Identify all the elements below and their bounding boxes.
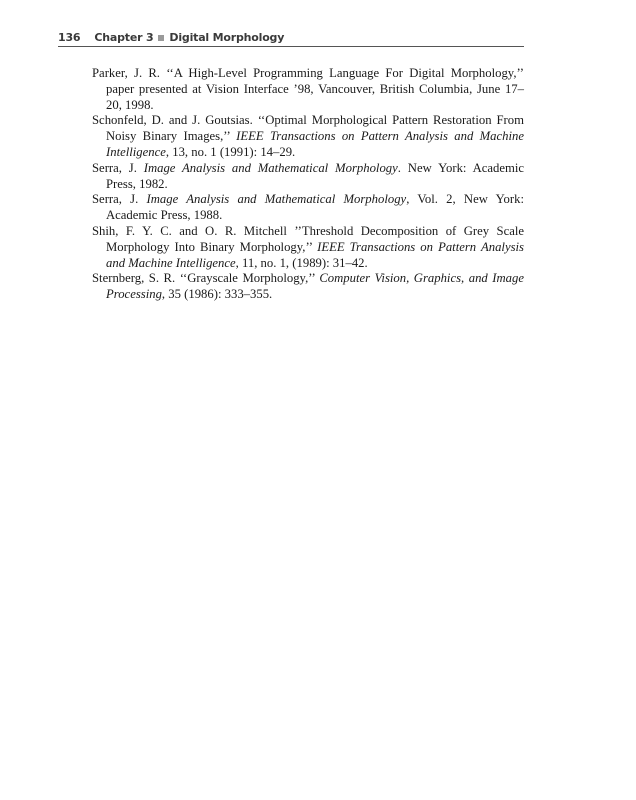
reference-item: Parker, J. R. ‘‘A High-Level Programming Language For Digital Morphology,’’ paper presented at Vision Interface ’98, Vancouver, British Columbia, June 17–20, 1998. [92,66,524,112]
reference-item: Serra, J. Image Analysis and Mathematical Morphology, Vol. 2, New York: Academic Press, 1988. [92,192,524,223]
running-header [58,31,524,45]
page-number: 136 [58,31,81,44]
reference-item: Serra, J. Image Analysis and Mathematical Morphology. New York: Academic Press, 1982. [92,160,524,191]
reference-list [92,66,524,303]
reference-item: Shih, F. Y. C. and O. R. Mitchell ’’Threshold Decomposition of Grey Scale Morphology Into Binary Morphology,’’ IEEE Transactions on Pattern Analysis and Machine Intelligence, 11, no. 1, (1989): 31–42. [92,223,524,270]
chapter-label: Chapter 3 [94,31,154,44]
chapter-title: Digital Morphology [169,31,285,44]
header-rule [58,46,524,47]
separator-square-icon [158,35,164,41]
reference-item: Sternberg, S. R. ‘‘Grayscale Morphology,’’ Computer Vision, Graphics, and Image Processing, 35 (1986): 333–355. [92,271,524,302]
reference-item: Schonfeld, D. and J. Goutsias. ‘‘Optimal Morphological Pattern Restoration From Noisy Binary Images,’’ IEEE Transactions on Pattern Analysis and Machine Intelligence, 13, no. 1 (1991): 14–29. [92,113,524,159]
